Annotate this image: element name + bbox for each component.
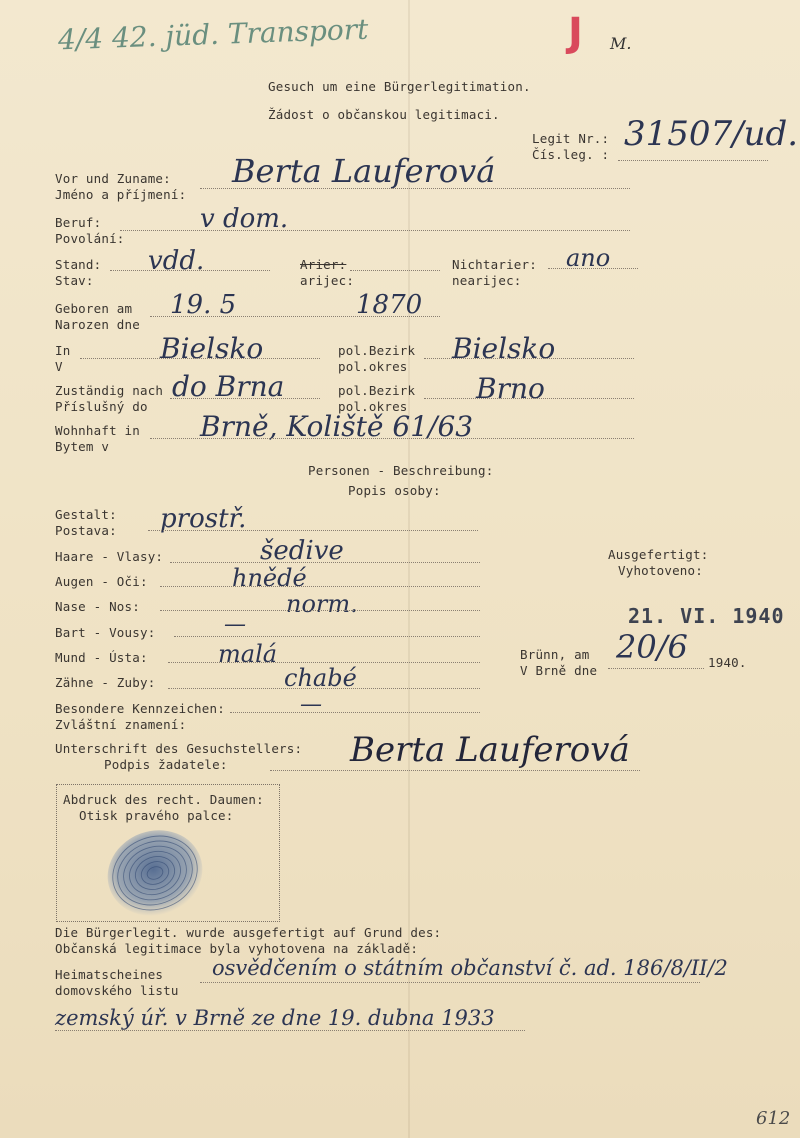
basis-line-de: Die Bürgerlegit. wurde ausgefertigt auf Grund des: bbox=[55, 925, 442, 940]
mouth-line bbox=[168, 662, 480, 663]
heimat-label-de: Heimatscheines bbox=[55, 967, 164, 982]
city-date-year: 1940. bbox=[708, 655, 747, 670]
occupation-value: v dom. bbox=[200, 204, 289, 234]
born-day-month: 19. 5 bbox=[170, 290, 237, 320]
nose-value: norm. bbox=[286, 590, 358, 618]
name-label-cz: Jméno a příjmení: bbox=[55, 187, 187, 202]
hair-value: šedive bbox=[260, 536, 344, 566]
occupation-label-de: Beruf: bbox=[55, 215, 102, 230]
issued-label-de: Ausgefertigt: bbox=[608, 547, 709, 562]
status-line bbox=[110, 270, 270, 271]
stamp-initial: M. bbox=[610, 34, 632, 53]
status-value: vdd. bbox=[148, 246, 205, 276]
legit-label-de: Legit Nr.: bbox=[532, 131, 610, 146]
issued-date-stamp: 21. VI. 1940 bbox=[628, 604, 785, 628]
city-date-line bbox=[608, 668, 704, 669]
desc-title-de: Personen - Beschreibung: bbox=[308, 463, 494, 478]
build-label-cz: Postava: bbox=[55, 523, 117, 538]
thumbprint-image bbox=[95, 825, 215, 925]
thumb-label-cz: Otisk pravého palce: bbox=[79, 808, 234, 823]
mouth-label: Mund - Ústa: bbox=[55, 650, 148, 665]
zust-label-de: Zuständig nach bbox=[55, 383, 164, 398]
district-label-cz: pol.okres bbox=[338, 359, 408, 374]
signature-value: Berta Lauferová bbox=[350, 730, 630, 770]
nose-label: Nase - Nos: bbox=[55, 599, 140, 614]
name-line bbox=[200, 188, 630, 189]
signature-line bbox=[270, 770, 640, 771]
heimat-line-1 bbox=[200, 982, 700, 983]
born-year: 1870 bbox=[356, 290, 423, 320]
desc-title-cz: Popis osoby: bbox=[348, 483, 441, 498]
thumb-label-de: Abdruck des recht. Daumen: bbox=[63, 792, 264, 807]
residence-label-de: Wohnhaft in bbox=[55, 423, 140, 438]
birth-place: Bielsko bbox=[160, 332, 264, 365]
hair-label: Haare - Vlasy: bbox=[55, 549, 164, 564]
birth-district: Bielsko bbox=[452, 332, 556, 365]
status-label-cz: Stav: bbox=[55, 273, 94, 288]
beard-line bbox=[174, 636, 480, 637]
born-label-cz: Narozen dne bbox=[55, 317, 140, 332]
nose-line bbox=[160, 610, 480, 611]
name-label-de: Vor und Zuname: bbox=[55, 171, 171, 186]
heimat-value-2: zemský úř. v Brně ze dne 19. dubna 1933 bbox=[55, 1006, 495, 1030]
legit-label-cz: Čís.leg. : bbox=[532, 147, 610, 162]
legit-line bbox=[618, 160, 768, 161]
zust-district: Brno bbox=[476, 372, 545, 405]
in-label-cz: V bbox=[55, 359, 63, 374]
jew-stamp: J bbox=[568, 10, 583, 56]
transport-note: 4/4 42. jüd. Transport bbox=[57, 12, 369, 57]
issued-label-cz: Vyhotoveno: bbox=[618, 563, 703, 578]
build-line bbox=[148, 530, 478, 531]
residence-label-cz: Bytem v bbox=[55, 439, 110, 454]
legit-number: 31507/ud. bbox=[624, 114, 799, 154]
title-cz: Žádost o občanskou legitimaci. bbox=[268, 107, 500, 122]
residence-value: Brně, Koliště 61/63 bbox=[200, 410, 474, 443]
city-date-label-de: Brünn, am bbox=[520, 647, 590, 662]
nichtarier-value: ano bbox=[566, 244, 611, 272]
zust-district-line bbox=[424, 398, 634, 399]
city-date-label-cz: V Brně dne bbox=[520, 663, 598, 678]
beard-label: Bart - Vousy: bbox=[55, 625, 156, 640]
occupation-line bbox=[120, 230, 630, 231]
signature-label-de: Unterschrift des Gesuchstellers: bbox=[55, 741, 303, 756]
nichtarier-label-de: Nichtarier: bbox=[452, 257, 537, 272]
nichtarier-line bbox=[548, 268, 638, 269]
teeth-line bbox=[168, 688, 480, 689]
marks-value: — bbox=[300, 692, 322, 717]
arier-line bbox=[350, 270, 440, 271]
eyes-label: Augen - Oči: bbox=[55, 574, 148, 589]
title-de: Gesuch um eine Bürgerlegitimation. bbox=[268, 79, 531, 94]
marks-line bbox=[230, 712, 480, 713]
basis-line-cz: Občanská legitimace byla vyhotovena na základě: bbox=[55, 941, 419, 956]
hair-line bbox=[170, 562, 480, 563]
zust-line bbox=[170, 398, 320, 399]
birth-place-line bbox=[80, 358, 320, 359]
heimat-label-cz: domovského listu bbox=[55, 983, 179, 998]
eyes-value: hnědé bbox=[232, 564, 307, 592]
occupation-label-cz: Povolání: bbox=[55, 231, 125, 246]
signature-label-cz: Podpis žadatele: bbox=[104, 757, 228, 772]
born-line bbox=[150, 316, 440, 317]
teeth-label: Zähne - Zuby: bbox=[55, 675, 156, 690]
zust-district-label-de: pol.Bezirk bbox=[338, 383, 416, 398]
zust-value: do Brna bbox=[172, 370, 285, 403]
heimat-line-2 bbox=[55, 1030, 525, 1031]
zust-district-label-cz: pol.okres bbox=[338, 399, 408, 414]
name-value: Berta Lauferová bbox=[232, 152, 496, 190]
beard-value: — bbox=[224, 612, 246, 637]
birth-district-line bbox=[424, 358, 634, 359]
teeth-value: chabé bbox=[284, 664, 357, 692]
mouth-value: malá bbox=[218, 640, 278, 668]
eyes-line bbox=[160, 586, 480, 587]
build-label-de: Gestalt: bbox=[55, 507, 117, 522]
born-label-de: Geboren am bbox=[55, 301, 133, 316]
in-label-de: In bbox=[55, 343, 71, 358]
arier-label-de: Arier: bbox=[300, 257, 347, 272]
zust-label-cz: Příslušný do bbox=[55, 399, 148, 414]
marks-label-cz: Zvláštní znamení: bbox=[55, 717, 187, 732]
build-value: prostř. bbox=[160, 504, 247, 534]
marks-label-de: Besondere Kennzeichen: bbox=[55, 701, 225, 716]
district-label-de: pol.Bezirk bbox=[338, 343, 416, 358]
nichtarier-label-cz: nearijec: bbox=[452, 273, 522, 288]
thumbprint-box bbox=[56, 784, 280, 922]
arier-label-cz: arijec: bbox=[300, 273, 355, 288]
heimat-value-1: osvědčením o státním občanství č. ad. 186/8/II/2 bbox=[212, 956, 728, 980]
status-label-de: Stand: bbox=[55, 257, 102, 272]
city-date-value: 20/6 bbox=[616, 628, 688, 666]
page-number: 612 bbox=[756, 1108, 791, 1129]
residence-line bbox=[150, 438, 634, 439]
